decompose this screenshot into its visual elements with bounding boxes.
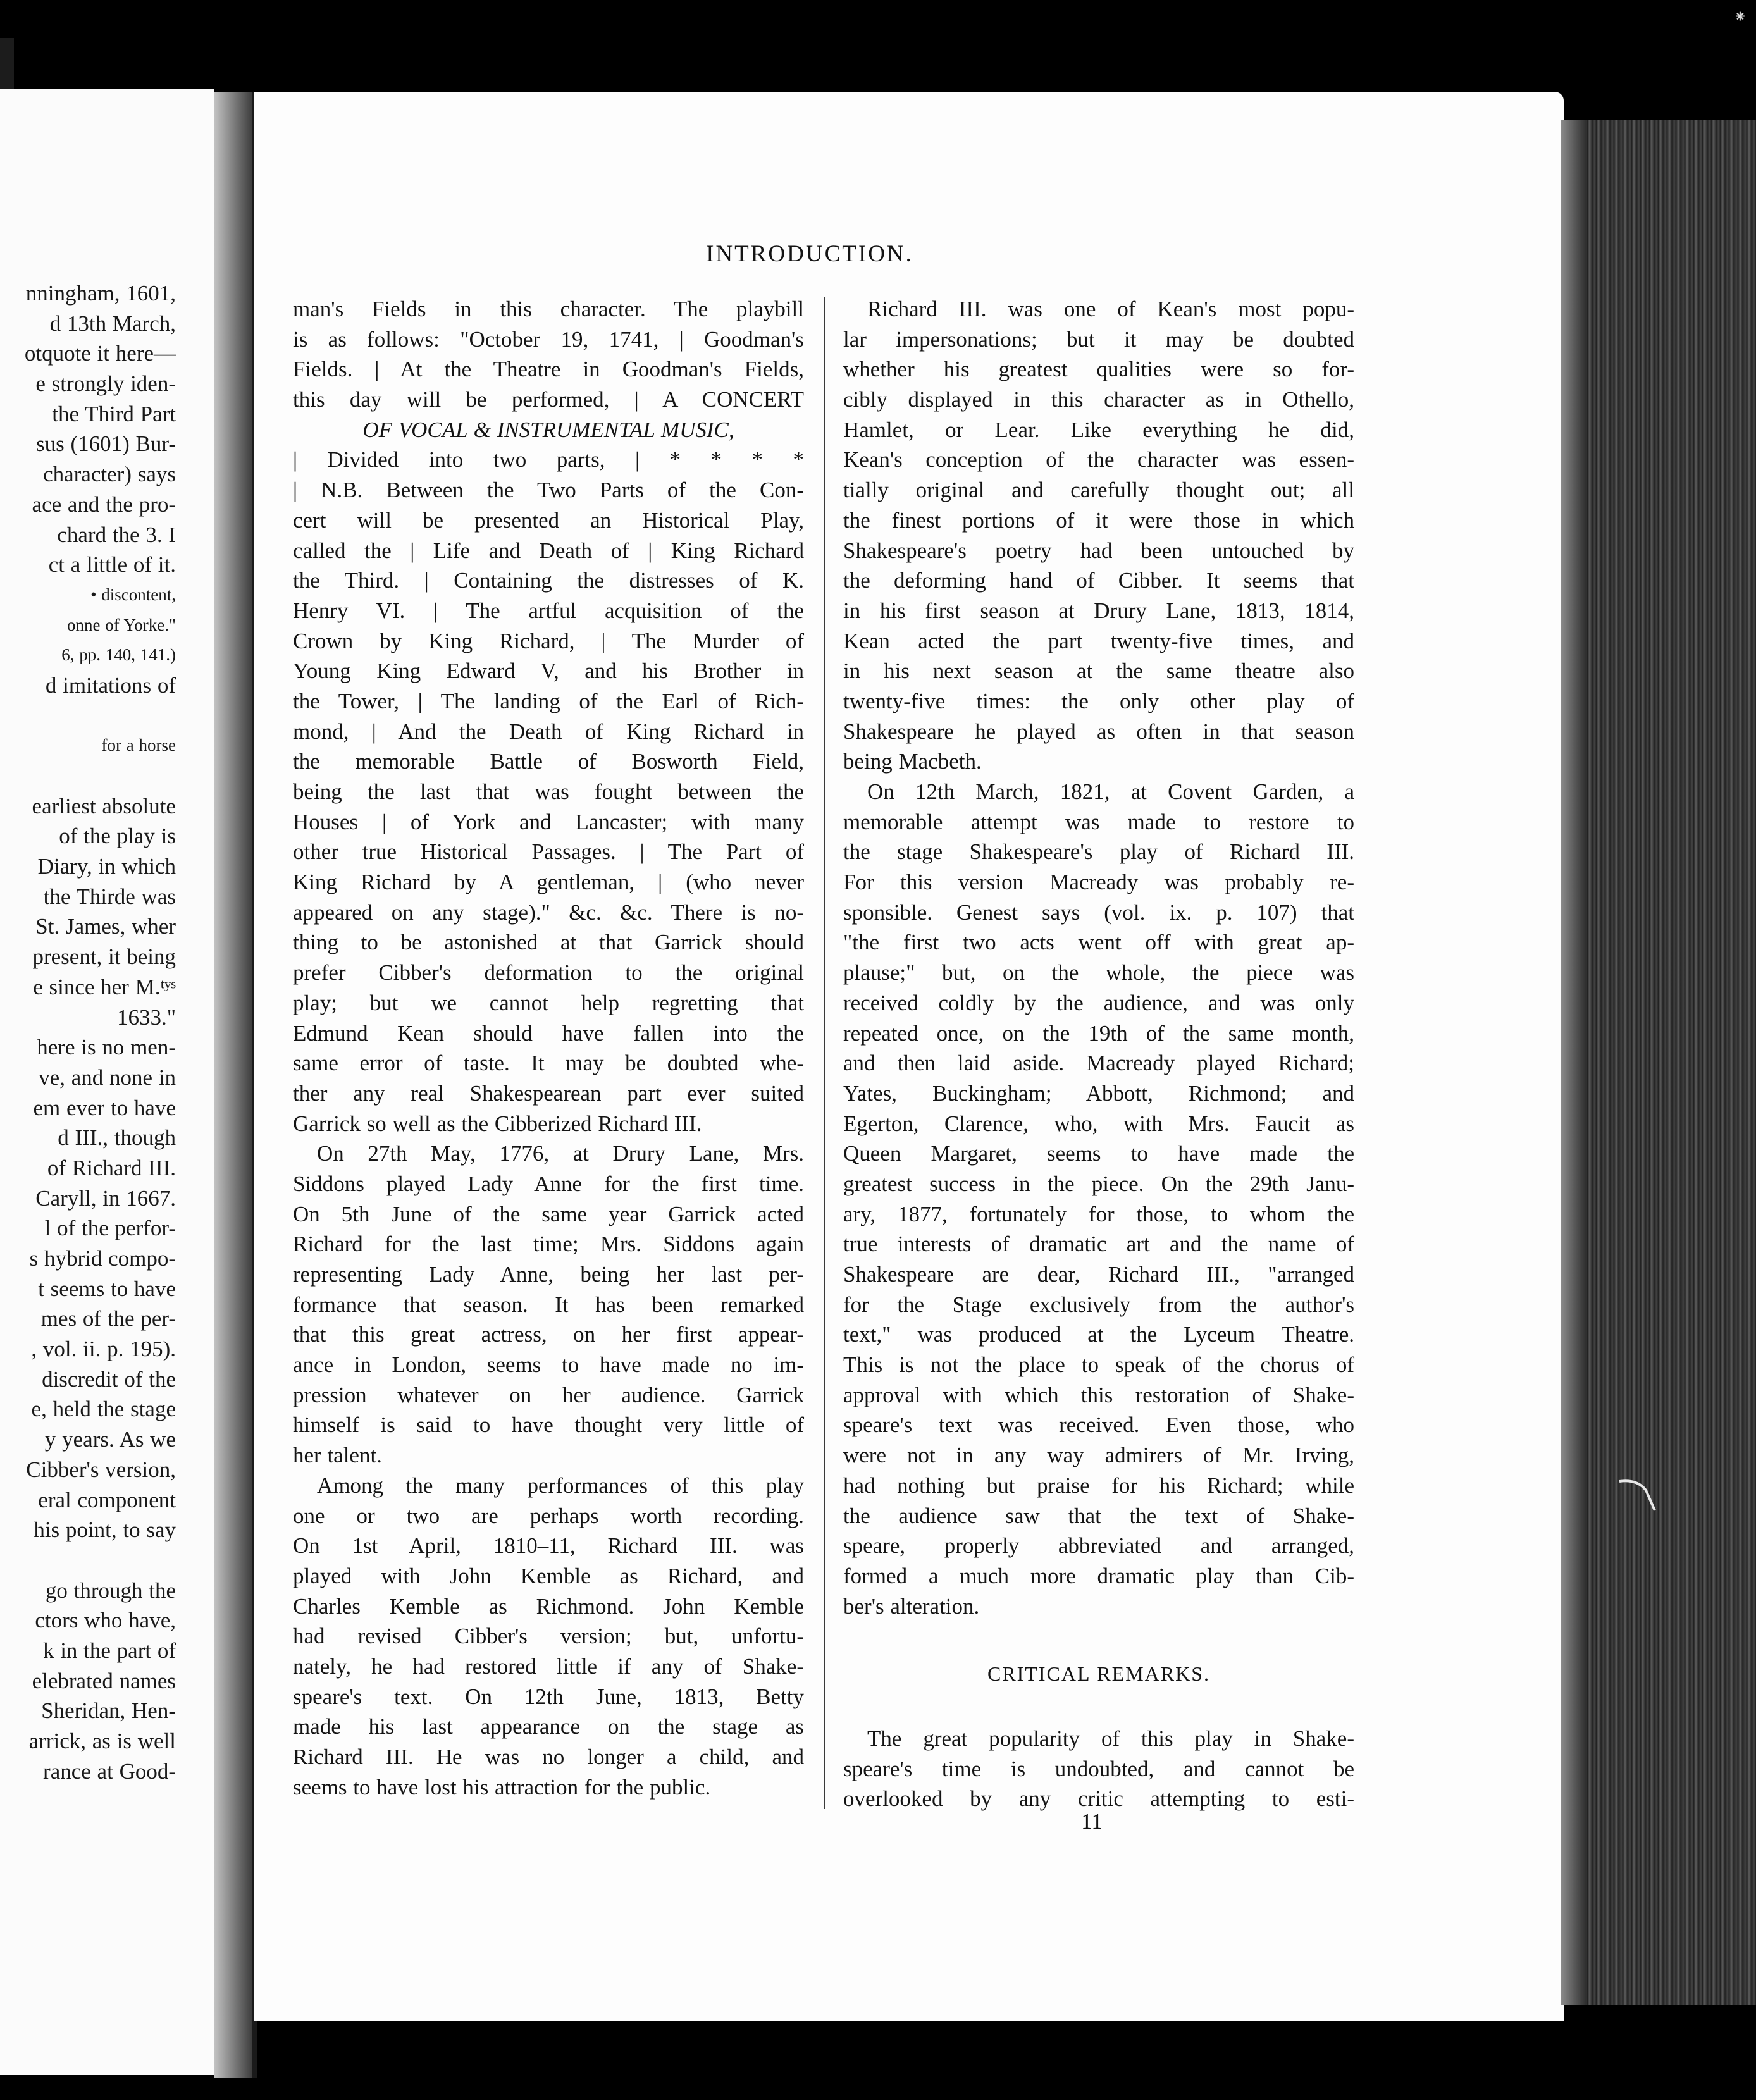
text-line: the Third Part [52, 401, 176, 426]
text-line: speare's text. On 12th June, 1813, Betty [293, 1684, 804, 1709]
text-line: representing Lady Anne, being her last per- [293, 1262, 804, 1287]
text-line: Fields. | At the Theatre in Goodman's Fields, [293, 357, 804, 382]
text-line: | N.B. Between the Two Parts of the Con- [293, 478, 804, 503]
left-page-text [0, 278, 176, 1786]
text-line: called the | Life and Death of | King Richard [293, 538, 804, 563]
text-line: had revised Cibber's version; but, unfortu- [293, 1624, 804, 1649]
text-line: character) says [43, 462, 176, 487]
text-line: eral component [38, 1487, 176, 1512]
text-line: had nothing but praise for his Richard; while [843, 1473, 1354, 1498]
text-line: memorable attempt was made to restore to [843, 809, 1354, 834]
text-line: k in the part of [42, 1638, 176, 1663]
text-line: the audience saw that the text of Shake- [843, 1503, 1354, 1528]
text-line: same error of taste. It may be doubted whe- [293, 1051, 804, 1076]
text-line: sponsible. Genest says (vol. ix. p. 107) that [843, 899, 1354, 925]
text-line: speare, properly abbreviated and arranged, [843, 1533, 1354, 1559]
text-line: Siddons played Lady Anne for the first time. [293, 1171, 804, 1196]
text-line: being the last that was fought between the [293, 779, 804, 804]
text-line: Queen Margaret, seems to have made the [843, 1141, 1354, 1166]
text-line: other true Historical Passages. | The Part of [293, 839, 804, 865]
text-line: , vol. ii. p. 195). [31, 1337, 176, 1362]
text-line: mond, | And the Death of King Richard in [293, 719, 804, 744]
text-line: nately, he had restored little if any of Shake- [293, 1653, 804, 1679]
text-line: Edmund Kean should have fallen into the [293, 1020, 804, 1046]
text-line: and then laid aside. Macready played Richard; [843, 1051, 1354, 1076]
text-line: true interests of dramatic art and the name of [843, 1232, 1354, 1257]
text-line: s hybrid compo- [29, 1246, 176, 1271]
text-line: here is no men- [37, 1035, 176, 1060]
text-line: Charles Kemble as Richmond. John Kemble [293, 1593, 804, 1619]
text-line: ber's alteration. [843, 1593, 980, 1619]
text-line: ve, and none in [39, 1065, 176, 1090]
text-line: arrick, as is well [28, 1729, 176, 1753]
text-line: this day will be performed, | A CONCERT [293, 387, 804, 412]
section-heading: CRITICAL REMARKS. [987, 1662, 1211, 1686]
text-line: mes of the per- [40, 1306, 176, 1331]
text-line: the finest portions of it were those in which [843, 507, 1354, 533]
text-line: the Tower, | The landing of the Earl of Rich- [293, 688, 804, 713]
text-line: the deforming hand of Cibber. It seems that [843, 568, 1354, 593]
text-line: speare's time is undoubted, and cannot be [843, 1756, 1354, 1781]
text-line: St. James, wher [35, 914, 176, 939]
text-line: for a horse [101, 736, 176, 755]
text-line: | Divided into two parts, | * * * * [293, 447, 804, 472]
text-line: man's Fields in this character. The playbill [293, 297, 804, 321]
text-line: 6, pp. 140, 141.) [61, 645, 176, 665]
text-line: text," was produced at the Lyceum Theatre. [843, 1322, 1354, 1347]
text-line: cibly displayed in this character as in Othello, [843, 387, 1354, 412]
text-line: "the first two acts went off with great ap- [843, 930, 1354, 955]
text-line: t seems to have [38, 1276, 176, 1301]
text-line: ctors who have, [35, 1608, 176, 1633]
text-line: Richard III. He was no longer a child, and [293, 1745, 804, 1769]
text-line: one or two are perhaps worth recording. [293, 1503, 804, 1528]
text-line: Shakespeare's poetry had been untouched by [843, 538, 1354, 563]
text-line: d imitations of [45, 672, 176, 698]
text-line: thing to be astonished at that Garrick should [293, 930, 804, 955]
text-line: ct a little of it. [48, 552, 176, 578]
text-line: On 12th March, 1821, at Covent Garden, a [867, 779, 1354, 804]
text-line: ary, 1877, fortunately for those, to whom the [843, 1201, 1354, 1226]
text-line [0, 701, 176, 731]
column-right-body [843, 294, 1354, 1621]
corner-mark: ⁕ [1733, 8, 1747, 26]
text-line: pression whatever on her audience. Garrick [293, 1382, 804, 1407]
text-line: himself is said to have thought very little of [293, 1412, 804, 1438]
text-line: prefer Cibber's deformation to the original [293, 960, 804, 985]
text-line: in his next season at the same theatre also [843, 658, 1354, 684]
text-line: Cibber's version, [26, 1457, 176, 1482]
text-line: Houses | of York and Lancaster; with many [293, 809, 804, 834]
text-line: plause;" but, on the whole, the piece was [843, 960, 1354, 985]
text-line: On 5th June of the same year Garrick acted [293, 1201, 804, 1226]
text-line: Egerton, Clarence, who, with Mrs. Faucit as [843, 1111, 1354, 1136]
text-line: e strongly iden- [35, 371, 176, 397]
text-line: Caryll, in 1667. [35, 1185, 176, 1211]
text-line: speare's text was received. Even those, who [843, 1412, 1354, 1438]
text-line: Yates, Buckingham; Abbott, Richmond; and [843, 1080, 1354, 1106]
text-line: lar impersonations; but it may be doubted [843, 326, 1354, 352]
running-header: INTRODUCTION. [706, 241, 913, 267]
text-line: Kean's conception of the character was essen- [843, 447, 1354, 472]
text-line: • discontent, [90, 584, 176, 604]
text-line: seems to have lost his attraction for the public. [293, 1774, 711, 1800]
text-line: Garrick so well as the Cibberized Richard III. [293, 1111, 702, 1136]
section-body [843, 1724, 1354, 1814]
text-line: Hamlet, or Lear. Like everything he did, [843, 417, 1354, 442]
text-line: d 13th March, [49, 311, 176, 336]
text-line: the Third. | Containing the distresses of K. [293, 568, 804, 593]
text-line: d III., though [58, 1125, 176, 1151]
text-line: chard the 3. I [57, 522, 176, 547]
text-line: played with John Kemble as Richard, and [293, 1563, 804, 1588]
text-line: discredit of the [42, 1366, 176, 1392]
text-line [0, 761, 176, 791]
column-rule [824, 297, 825, 1809]
text-line: OF VOCAL & INSTRUMENTAL MUSIC, [362, 417, 734, 442]
text-column-right [843, 294, 1354, 1814]
text-line: Crown by King Richard, | The Murder of [293, 628, 804, 653]
text-line: the memorable Battle of Bosworth Field, [293, 749, 804, 774]
text-line: elebrated names [32, 1668, 176, 1693]
text-line: made his last appearance on the stage as [293, 1714, 804, 1739]
text-line: nningham, 1601, [25, 281, 176, 306]
text-line: earliest absolute [32, 793, 176, 818]
text-line: ance in London, seems to have made no im- [293, 1352, 804, 1378]
text-line: twenty-five times: the only other play of [843, 688, 1354, 713]
text-line: e, held the stage [31, 1397, 176, 1422]
text-line: tially original and carefully thought out; all [843, 478, 1354, 503]
text-line: Richard for the last time; Mrs. Siddons again [293, 1232, 804, 1257]
text-line: present, it being [32, 944, 176, 970]
text-line [0, 1545, 176, 1576]
text-line: This is not the place to speak of the chorus of [843, 1352, 1354, 1378]
text-line: For this version Macready was probably re- [843, 870, 1354, 895]
text-line: ace and the pro- [32, 491, 176, 517]
text-line: received coldly by the audience, and was only [843, 990, 1354, 1015]
text-line: On 1st April, 1810–11, Richard III. was [293, 1533, 804, 1559]
text-line: repeated once, on the 19th of the same month, [843, 1020, 1354, 1046]
bookmark-ribbon [1618, 1478, 1657, 1516]
text-line: appeared on any stage)." &c. &c. There is no- [293, 899, 804, 925]
text-column-left [293, 294, 804, 1802]
text-line: whether his greatest qualities were so for- [843, 357, 1354, 382]
text-line: The great popularity of this play in Shake- [867, 1726, 1354, 1751]
text-line: of Richard III. [47, 1155, 176, 1180]
page-edges-shade [1561, 120, 1586, 2005]
text-line: Richard III. was one of Kean's most popu- [867, 297, 1354, 321]
text-line: being Macbeth. [843, 749, 982, 774]
text-line: cert will be presented an Historical Play, [293, 507, 804, 533]
text-line: for the Stage exclusively from the author's [843, 1292, 1354, 1317]
text-line: em ever to have [33, 1095, 176, 1120]
page-edges [1561, 120, 1756, 2005]
text-line: his point, to say [34, 1517, 176, 1543]
text-line: in his first season at Drury Lane, 1813, 1814, [843, 598, 1354, 623]
text-line: the Thirde was [43, 884, 176, 909]
text-line: of the play is [59, 824, 176, 849]
text-line: l of the perfor- [44, 1216, 176, 1241]
text-line: Henry VI. | The artful acquisition of the [293, 598, 804, 623]
text-line: Sheridan, Hen- [41, 1698, 176, 1724]
text-line: Diary, in which [37, 854, 176, 879]
text-line: the stage Shakespeare's play of Richard III. [843, 839, 1354, 865]
text-line: formed a much more dramatic play than Cib- [843, 1563, 1354, 1588]
text-line: y years. As we [44, 1427, 176, 1452]
text-line: e since her M.ᵗʸˢ [33, 974, 176, 999]
text-line: approval with which this restoration of Shake- [843, 1382, 1354, 1407]
text-line: sus (1601) Bur- [35, 431, 176, 457]
text-line: Kean acted the part twenty-five times, and [843, 628, 1354, 653]
text-line: is as follows: "October 19, 1741, | Goodman's [293, 326, 804, 352]
text-line: go through the [45, 1578, 176, 1603]
text-line: ther any real Shakespearean part ever suited [293, 1080, 804, 1106]
text-line: her talent. [293, 1443, 382, 1468]
page-number: 11 [1081, 1809, 1103, 1834]
text-line: formance that season. It has been remarked [293, 1292, 804, 1317]
text-line: were not in any way admirers of Mr. Irving, [843, 1443, 1354, 1468]
text-line: On 27th May, 1776, at Drury Lane, Mrs. [317, 1141, 804, 1166]
text-line: onne of Yorke." [66, 615, 176, 634]
text-line: otquote it here— [24, 341, 176, 366]
text-line: King Richard by A gentleman, | (who never [293, 870, 804, 895]
left-page [0, 89, 214, 2075]
text-line: Shakespeare are dear, Richard III., "arranged [843, 1262, 1354, 1287]
text-line: greatest success in the piece. On the 29th Janu- [843, 1171, 1354, 1196]
text-line: 1633." [116, 1004, 176, 1030]
text-line: Shakespeare he played as often in that season [843, 719, 1354, 744]
text-line: play; but we cannot help regretting that [293, 990, 804, 1015]
text-line: overlooked by any critic attempting to esti- [843, 1786, 1354, 1812]
text-line: that this great actress, on her first appear- [293, 1322, 804, 1347]
text-line: rance at Good- [43, 1758, 176, 1784]
text-line: Among the many performances of this play [317, 1473, 804, 1498]
page-gutter [214, 92, 252, 2078]
text-line: Young King Edward V, and his Brother in [293, 658, 804, 684]
